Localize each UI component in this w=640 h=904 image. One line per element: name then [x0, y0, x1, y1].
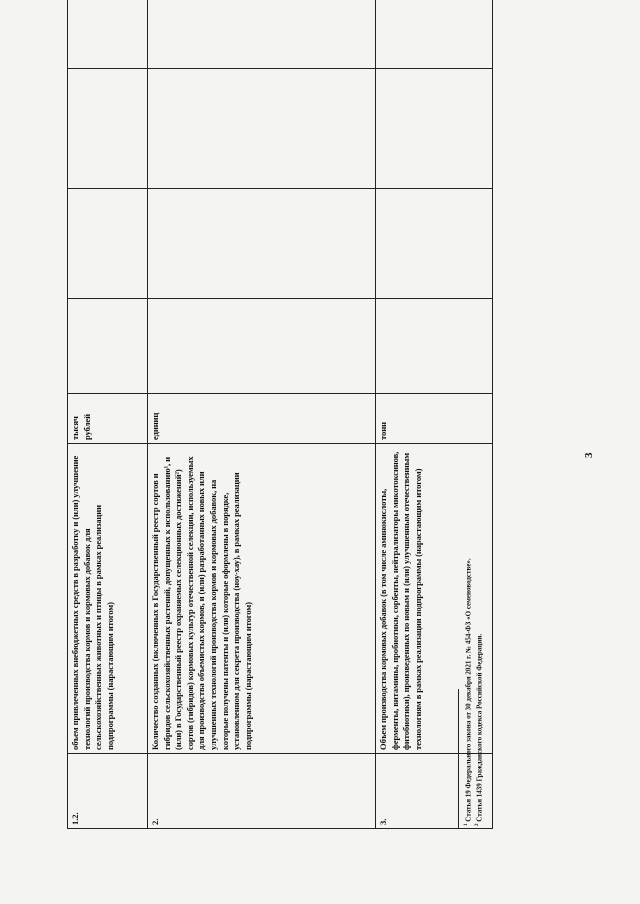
indicator-text: Объем производства кормовых добавок (в том числе аминокислоты, ферменты, витамины, пробиотики, сорбенты, нейтрализаторы микотоксинов, фитобиотики), произведенных по новым и (или) улучшенным отечественным технологиям в рамках реализации подпрограммы (нарастающим итогом) — [376, 444, 493, 754]
table-row — [68, 0, 148, 829]
value-cell — [376, 0, 493, 69]
value-cell — [376, 189, 493, 299]
value-cell — [68, 0, 148, 69]
value-cell — [376, 299, 493, 394]
value-cell — [148, 69, 376, 189]
page-number: 3 — [583, 452, 595, 458]
value-cell — [376, 69, 493, 189]
footnote-divider — [458, 689, 459, 829]
value-cell — [68, 299, 148, 394]
table-row — [148, 0, 376, 829]
unit-cell: единиц — [148, 394, 376, 444]
value-cell — [68, 69, 148, 189]
row-number: 3. — [376, 754, 493, 829]
row-number: 1.2. — [68, 754, 148, 829]
unit-cell: тонн — [376, 394, 493, 444]
row-number: 2. — [148, 754, 376, 829]
value-cell — [148, 0, 376, 69]
value-cell — [148, 299, 376, 394]
value-cell — [148, 189, 376, 299]
footnote: $^1$ Статья 19 Федерального закона от 30 декабря 2021 г. № 454-ФЗ «О семеноводстве». — [464, 558, 473, 826]
indicator-text: объем привлеченных внебюджетных средств в разработку и (или) улучшение технологий производства кормов и кормовых добавок для сельскохозяйственных животных и птицы в рамках реализации подпрограммы (нарастающим итогом) — [68, 444, 148, 754]
value-cell — [68, 189, 148, 299]
indicator-text: Количество созданных (включенных в Государственный реестр сортов и гибридов сельскохозяйственных растений, допущенных к использованию¹, и (или) в Государственный реестр охраняемых селекционных достижений²) сортов (гибридов) кормовых культур отечественной селекции, используемых для производства объемистых кормов, и (или) разработанных новых или улучшенных технологий производства кормов и кормовых добавок, на которые получены патенты и (или) которые оформлены в порядке, установленном для секрета производства (ноу-хау), в рамках реализации подпрограммы (нарастающим итогом) — [148, 444, 376, 754]
footnote: $^2$ Статья 1439 Гражданского кодекса Российской Федерации. — [475, 633, 484, 826]
unit-cell: тысяч рублей — [68, 394, 148, 444]
indicators-table — [67, 0, 493, 829]
footnotes — [462, 558, 485, 826]
